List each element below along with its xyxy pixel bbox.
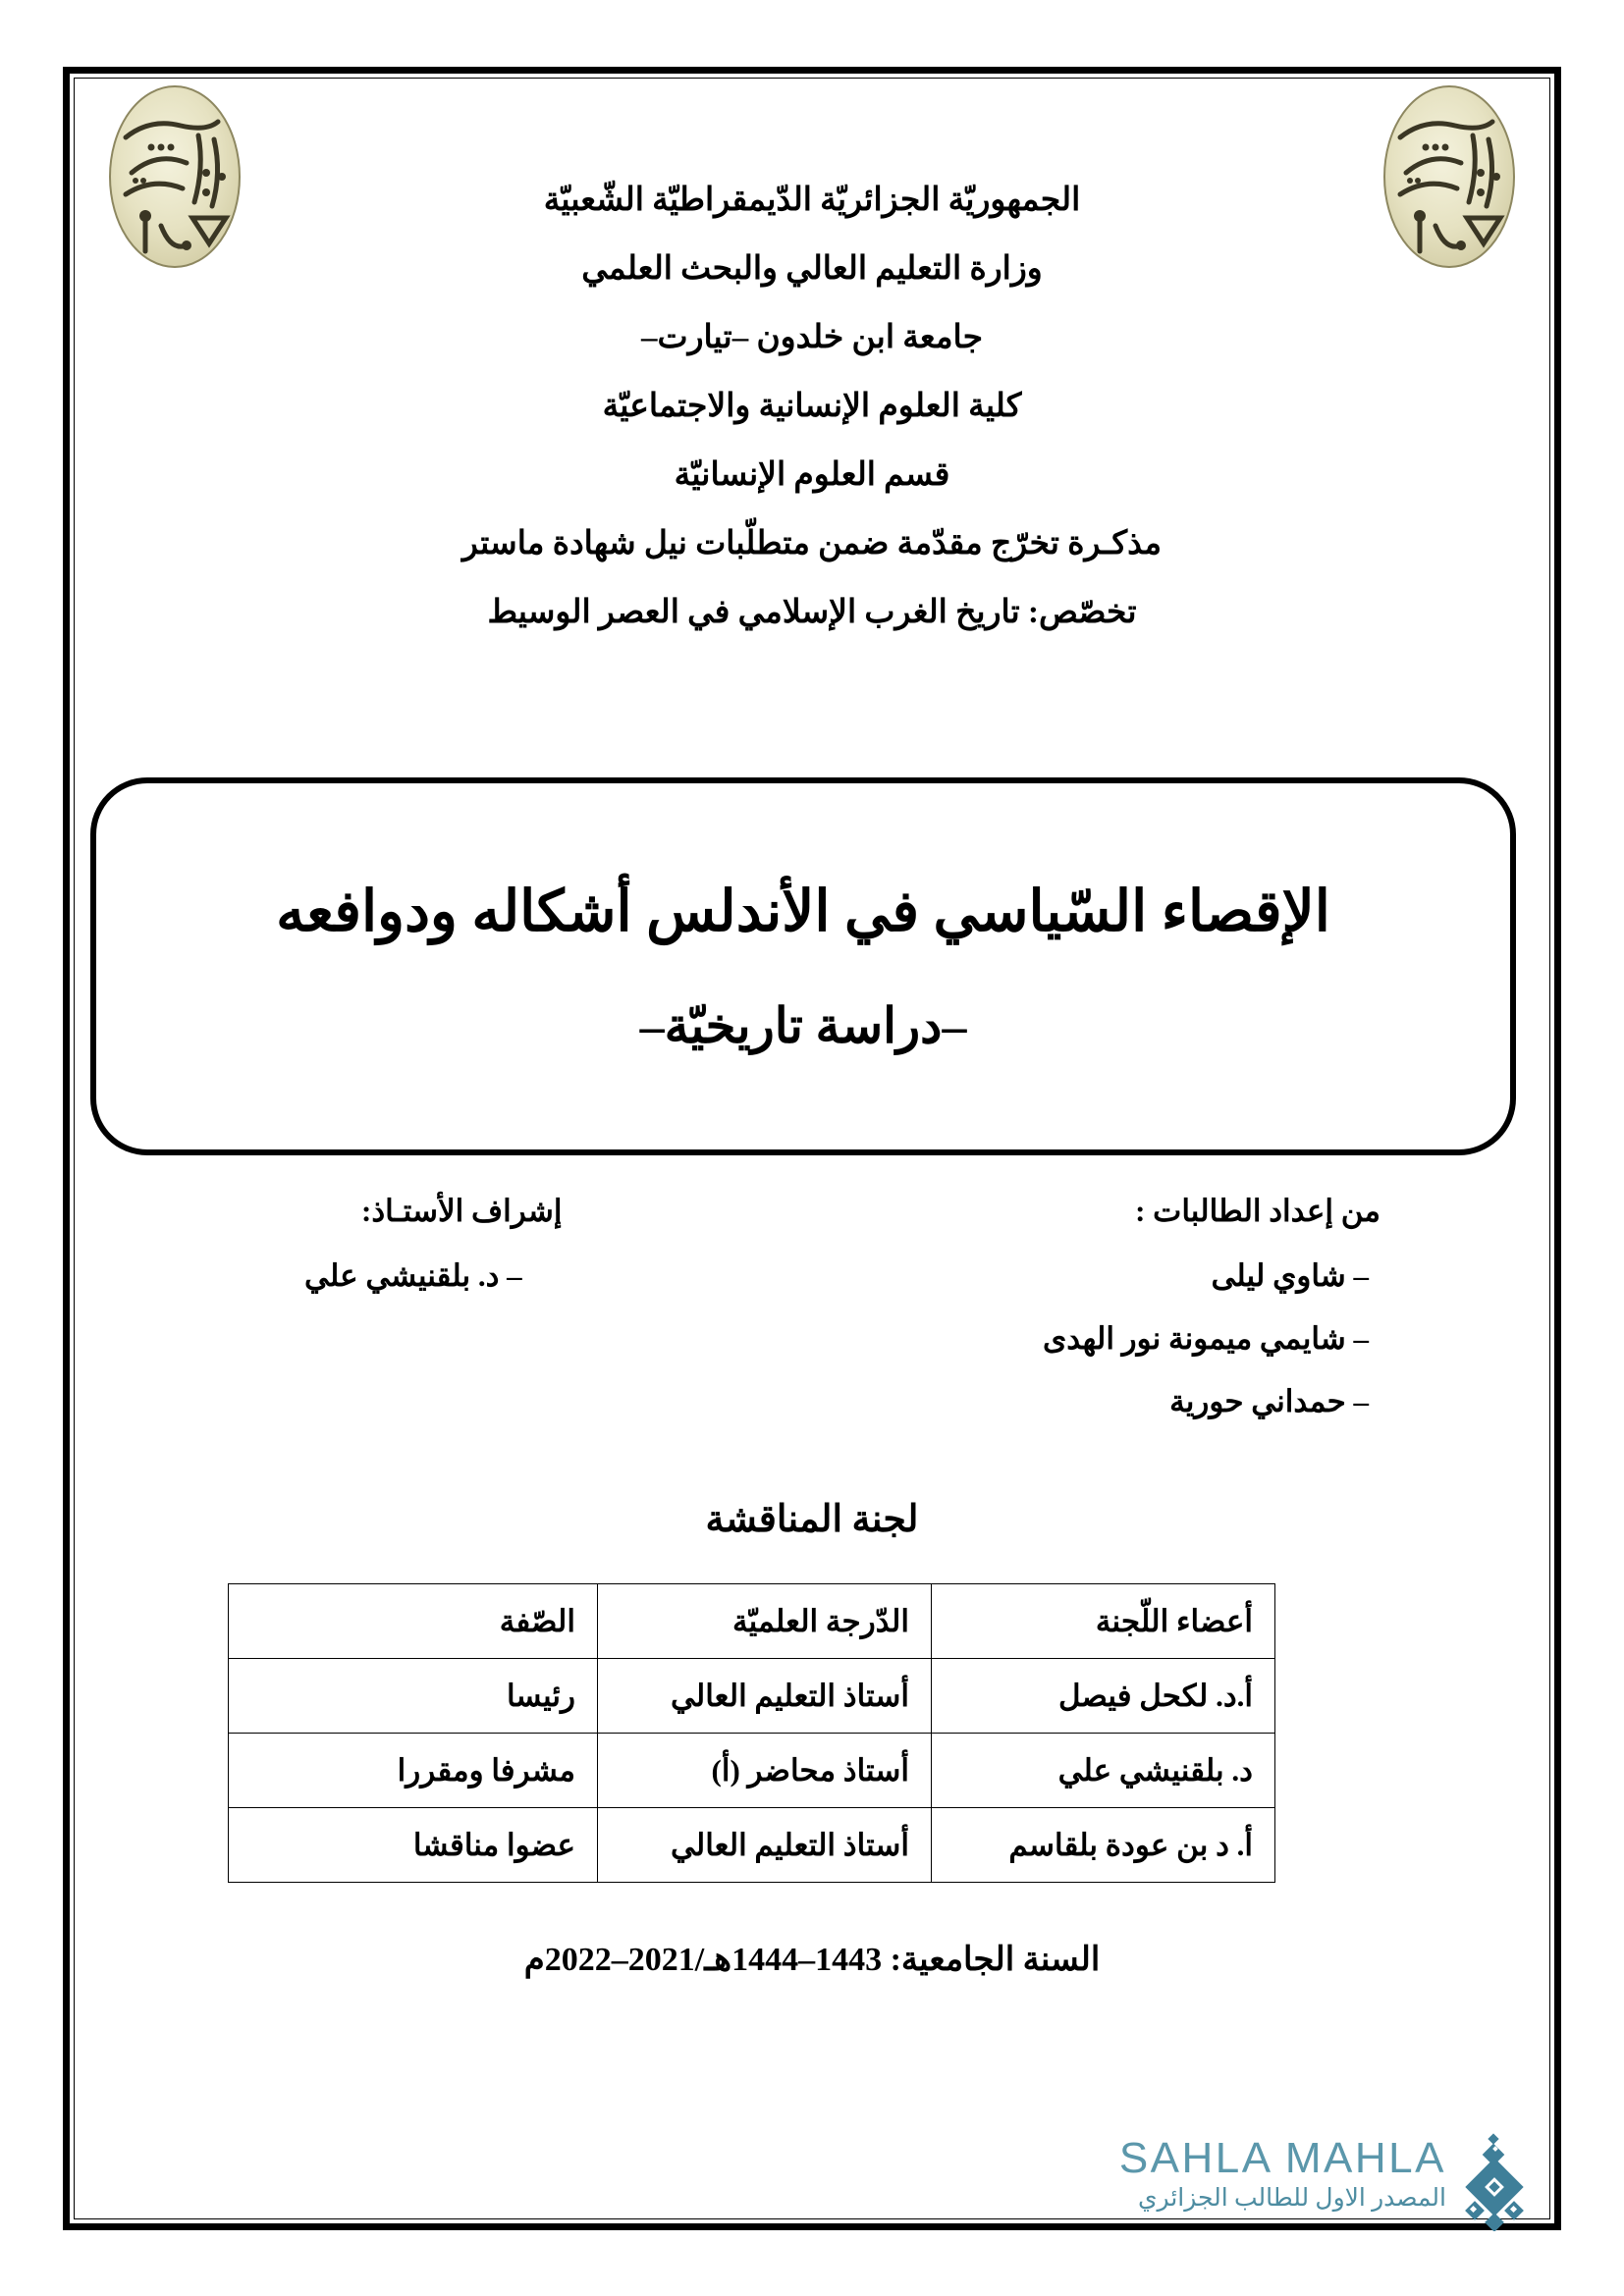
jury-member-role-2: مشرفا ومقررا: [229, 1734, 598, 1808]
watermark-tagline: المصدر الاول للطالب الجزائري: [1137, 2185, 1446, 2212]
column-header-role: الصّفة: [229, 1584, 598, 1659]
table-header-row: [229, 1584, 1275, 1659]
header-line-ministry: وزارة التعليم العالي والبحث العلمي: [581, 251, 1043, 287]
watermark-brand: SAHLA MAHLA: [1118, 2134, 1446, 2182]
university-emblem-right-icon: [1371, 79, 1528, 275]
jury-member-name-2: د. بلقنيشي علي: [932, 1734, 1275, 1808]
watermark-diamond-icon: [1452, 2133, 1537, 2231]
header-line-university: جامعة ابن خلدون –تيارت–: [641, 320, 983, 355]
thesis-title-box: [90, 777, 1516, 1155]
header-line-specialty: تخصّص: تاريخ الغرب الإسلامي في العصر الوسيط: [487, 595, 1137, 630]
student-name-3: – حمداني حورية: [1169, 1384, 1369, 1418]
watermark-text: [1085, 2134, 1446, 2212]
table-row: [229, 1659, 1275, 1734]
column-header-degree: الدّرجة العلميّة: [598, 1584, 932, 1659]
jury-member-degree-3: أستاذ التعليم العالي: [598, 1808, 932, 1883]
jury-table: [228, 1583, 1275, 1883]
supervisor-column: [295, 1196, 766, 1323]
jury-member-degree-1: أستاذ التعليم العالي: [598, 1659, 932, 1734]
jury-member-name-1: أ.د. لكحل فيصل: [932, 1659, 1275, 1734]
thesis-subtitle: –دراسة تاريخيّة–: [639, 997, 967, 1053]
jury-member-role-3: عضوا مناقشا: [229, 1808, 598, 1883]
header-line-country: الجمهوريّة الجزائريّة الدّيمقراطيّة الشّعبيّة: [543, 183, 1081, 218]
jury-member-role-1: رئيسا: [229, 1659, 598, 1734]
jury-member-name-3: أ. د بن عودة بلقاسم: [932, 1808, 1275, 1883]
institution-header: [272, 185, 1352, 629]
student-name-1: – شاوي ليلى: [1211, 1258, 1369, 1293]
header-line-department: قسم العلوم الإنسانيّة: [674, 457, 950, 493]
thesis-title: الإقصاء السّياسي في الأندلس أشكاله ودوافعه: [276, 879, 1330, 943]
students-heading: من إعداد الطالبات :: [1135, 1194, 1380, 1228]
students-column: [874, 1196, 1384, 1449]
academic-year: السنة الجامعية: 1443–1444هـ/2021–2022م: [523, 1942, 1101, 1978]
supervisor-heading: إشراف الأستـاذ:: [361, 1194, 563, 1228]
jury-heading: لجنة المناقشة: [705, 1499, 919, 1540]
header-line-degree: مذكـرة تخرّج مقدّمة ضمن متطلّبات نيل شهادة ماستر: [461, 526, 1163, 561]
header-line-faculty: كلية العلوم الإنسانية والاجتماعيّة: [602, 389, 1022, 424]
jury-member-degree-2: أستاذ محاضر (أ): [598, 1734, 932, 1808]
column-header-member: أعضاء اللّجنة: [932, 1584, 1275, 1659]
supervisor-name-1: – د. بلقنيشي علي: [304, 1258, 522, 1293]
sahla-mahla-watermark: [1085, 2133, 1537, 2236]
credits-section: [236, 1196, 1394, 1451]
student-name-2: – شايمي ميمونة نور الهدى: [1043, 1321, 1369, 1356]
university-emblem-left-icon: [96, 79, 253, 275]
table-row: [229, 1808, 1275, 1883]
table-row: [229, 1734, 1275, 1808]
